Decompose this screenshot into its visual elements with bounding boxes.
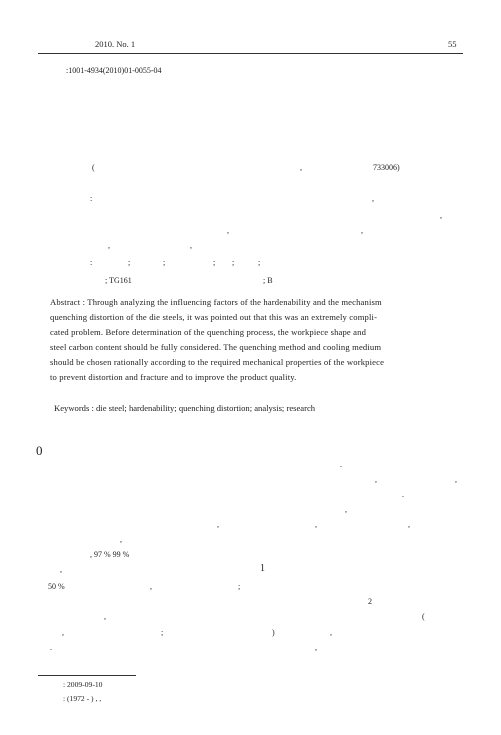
body-punct: , [408, 520, 410, 529]
abstract-cn-comma-4: , [361, 226, 363, 235]
section-number-0: 0 [36, 443, 43, 458]
body-punct: , [330, 628, 332, 637]
reference-1: 1 [260, 563, 265, 574]
english-keywords: Keywords : die steel; hardenability; quenching distortion; analysis; research [54, 403, 316, 413]
body-punct: ; [161, 628, 164, 637]
abstract-cn-comma-2: , [440, 211, 442, 220]
abstract-cn-comma-3: , [227, 226, 229, 235]
document-code: ; B [263, 276, 273, 285]
body-punct: , [62, 628, 64, 637]
keywords-cn-sep-4: ; [232, 258, 235, 267]
abstract-cn-comma-6: , [190, 241, 192, 250]
affiliation-comma: , [300, 163, 302, 172]
body-punct: , [455, 475, 457, 484]
body-punct: , [375, 475, 377, 484]
abstract-line-5: should be chosen rationally according to the required mechanical properties of the workpiece [50, 357, 385, 367]
keywords-cn-colon: : [90, 258, 93, 267]
article-number: :1001-4934(2010)01-0055-04 [66, 66, 162, 75]
percent-line: , 97 % 99 % [90, 550, 130, 559]
abstract-line-3: cated problem. Before determination of the quenching process, the workpiece shape and [50, 327, 367, 337]
body-punct: . [402, 490, 404, 499]
journal-issue: 2010. No. 1 [95, 39, 136, 49]
clc-number: ; TG161 [105, 276, 132, 285]
abstract-cn-comma-1: , [372, 194, 374, 203]
abstract-line-1: Abstract : Through analyzing the influencing factors of the hardenability and the mechanism [50, 297, 382, 307]
page-number: 55 [448, 39, 457, 49]
body-punct: , [120, 535, 122, 544]
author-note: : (1972 - ) , , [63, 694, 102, 703]
affiliation-open-paren: ( [92, 163, 95, 172]
english-abstract [50, 295, 455, 385]
body-punct: ) [272, 628, 275, 637]
abstract-cn-comma-5: , [108, 241, 110, 250]
body-punct: , [217, 520, 219, 529]
footnote-rule [38, 675, 136, 676]
keywords-cn-sep-3: ; [213, 258, 216, 267]
body-punct: ( [422, 612, 425, 621]
header-rule [38, 53, 463, 54]
body-punct: . [340, 460, 342, 469]
body-punct: , [104, 612, 106, 621]
body-punct: , [60, 565, 62, 574]
body-punct: , [315, 520, 317, 529]
received-date: : 2009-09-10 [63, 680, 103, 689]
abstract-line-2: quenching distortion of the die steels, it was pointed out that this was an extremely compli- [50, 312, 378, 322]
body-punct: , [150, 582, 152, 591]
body-punct: , [315, 643, 317, 652]
keywords-cn-sep-5: ; [258, 258, 261, 267]
percent-50: 50 % [48, 582, 65, 591]
keywords-cn-sep-1: ; [128, 258, 131, 267]
reference-2: 2 [368, 597, 372, 606]
abstract-cn-colon: : [90, 194, 93, 203]
abstract-line-4: steel carbon content should be fully considered. The quenching method and cooling medium [50, 342, 382, 352]
abstract-line-6: to prevent distortion and fracture and to improve the product quality. [50, 372, 297, 382]
keywords-cn-sep-2: ; [163, 258, 166, 267]
body-punct: , [345, 505, 347, 514]
body-punct: ; [238, 582, 241, 591]
affiliation-postcode: 733006) [373, 163, 400, 172]
body-punct: . [50, 643, 52, 652]
